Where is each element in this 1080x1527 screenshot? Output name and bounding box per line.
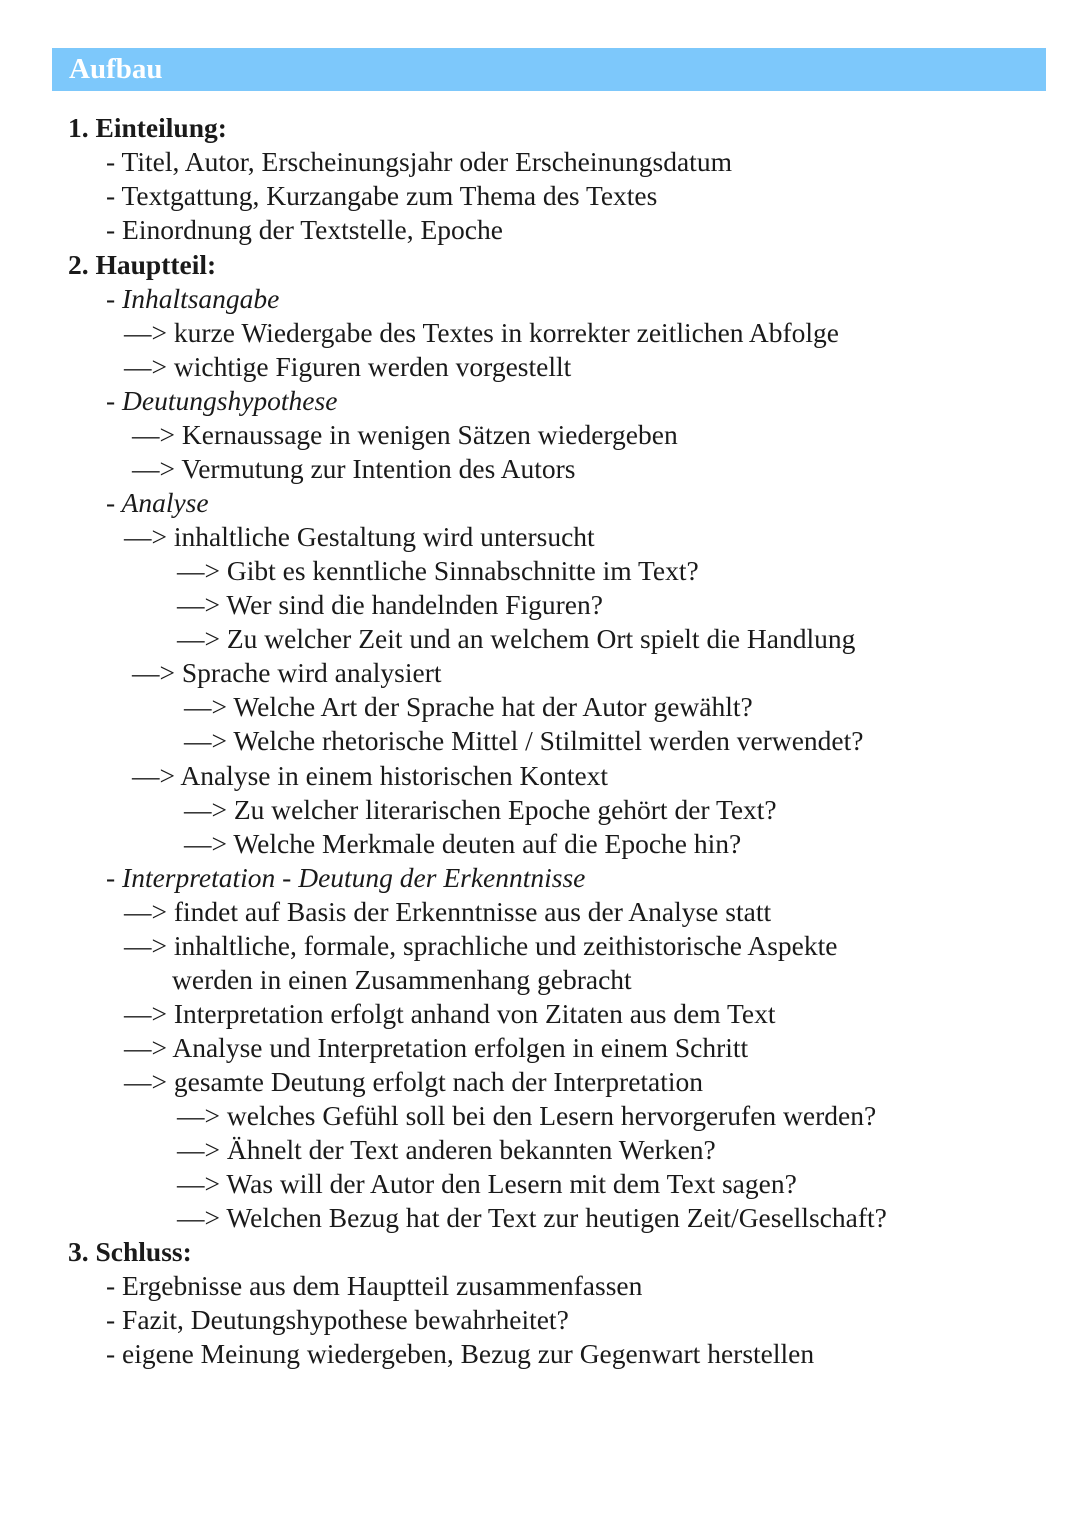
list-item: - eigene Meinung wiedergeben, Bezug zur Gegenwart herstellen [106, 1338, 815, 1369]
heading-einteilung: 1. Einteilung: [68, 112, 227, 143]
subheading-deutungshypothese: - Deutungshypothese [106, 385, 338, 416]
list-item: - Textgattung, Kurzangabe zum Thema des Textes [106, 180, 658, 211]
list-item: —> Welche rhetorische Mittel / Stilmittel werden verwendet? [184, 725, 864, 756]
list-item: —> Zu welcher literarischen Epoche gehört der Text? [184, 794, 777, 825]
list-item: —> welches Gefühl soll bei den Lesern hervorgerufen werden? [177, 1100, 877, 1131]
list-item: —> inhaltliche, formale, sprachliche und zeithistorische Aspekte [124, 930, 838, 961]
list-item: —> Welche Merkmale deuten auf die Epoche hin? [184, 828, 742, 859]
section-banner [52, 48, 1046, 91]
list-item: —> findet auf Basis der Erkenntnisse aus der Analyse statt [124, 896, 772, 927]
heading-hauptteil: 2. Hauptteil: [68, 249, 217, 280]
list-item: —> Gibt es kenntliche Sinnabschnitte im Text? [177, 555, 699, 586]
list-item: - Fazit, Deutungshypothese bewahrheitet? [106, 1304, 569, 1335]
list-item: —> inhaltliche Gestaltung wird untersucht [124, 521, 595, 552]
list-item: —> Analyse in einem historischen Kontext [132, 760, 609, 791]
subheading-interpretation: - Interpretation - Deutung der Erkenntnisse [106, 862, 586, 893]
subheading-inhaltsangabe: - Inhaltsangabe [106, 283, 280, 314]
list-item: —> Interpretation erfolgt anhand von Zitaten aus dem Text [124, 998, 776, 1029]
section-title: Aufbau [69, 53, 163, 85]
list-item: —> kurze Wiedergabe des Textes in korrekter zeitlichen Abfolge [124, 317, 839, 348]
list-item: —> wichtige Figuren werden vorgestellt [124, 351, 572, 382]
list-item: —> gesamte Deutung erfolgt nach der Interpretation [124, 1066, 704, 1097]
list-item: —> Welche Art der Sprache hat der Autor gewählt? [184, 691, 753, 722]
list-item: —> Vermutung zur Intention des Autors [132, 453, 576, 484]
subheading-analyse: - Analyse [106, 487, 209, 518]
heading-schluss: 3. Schluss: [68, 1236, 192, 1267]
list-item: - Titel, Autor, Erscheinungsjahr oder Erscheinungsdatum [106, 146, 732, 177]
list-item: —> Ähnelt der Text anderen bekannten Werken? [177, 1134, 716, 1165]
list-item: —> Wer sind die handelnden Figuren? [177, 589, 603, 620]
list-item: - Einordnung der Textstelle, Epoche [106, 214, 503, 245]
list-item-continuation: werden in einen Zusammenhang gebracht [172, 964, 632, 995]
list-item: —> Sprache wird analysiert [132, 657, 442, 688]
list-item: —> Analyse und Interpretation erfolgen in einem Schritt [124, 1032, 749, 1063]
list-item: - Ergebnisse aus dem Hauptteil zusammenfassen [106, 1270, 643, 1301]
list-item: —> Welchen Bezug hat der Text zur heutigen Zeit/Gesellschaft? [177, 1202, 887, 1233]
list-item: —> Zu welcher Zeit und an welchem Ort spielt die Handlung [177, 623, 856, 654]
list-item: —> Kernaussage in wenigen Sätzen wiedergeben [132, 419, 678, 450]
list-item: —> Was will der Autor den Lesern mit dem Text sagen? [177, 1168, 797, 1199]
